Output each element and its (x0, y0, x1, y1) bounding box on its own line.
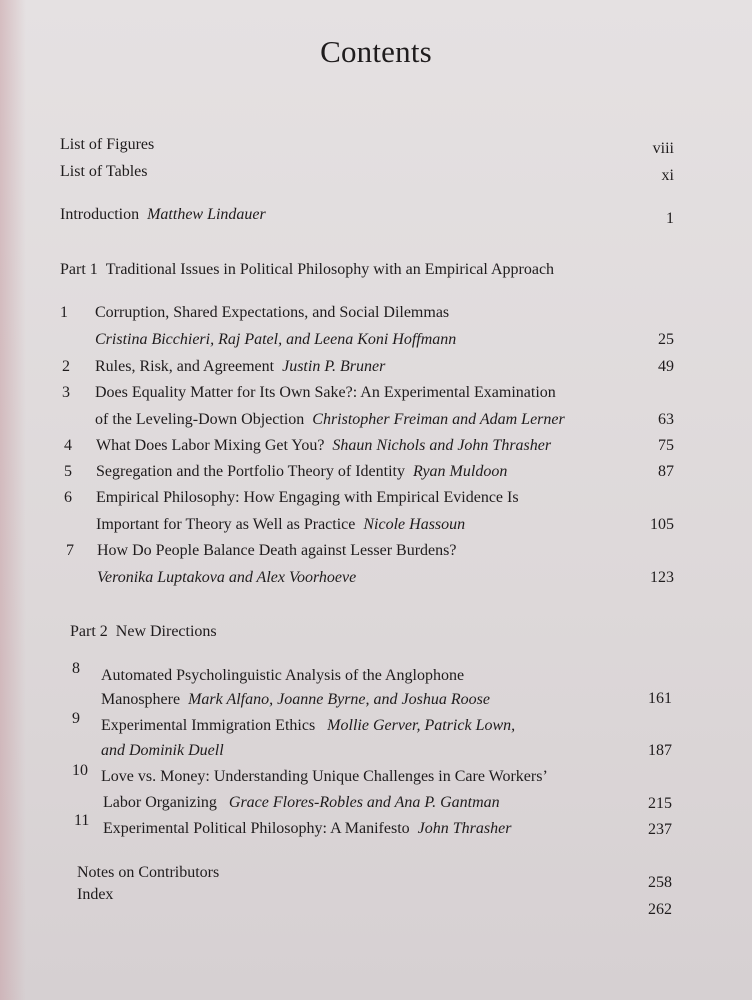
toc-entry-index[interactable] (77, 886, 113, 904)
chapter-number: 7 (66, 542, 74, 559)
chapter-entry (96, 516, 465, 534)
chapter-title-cont: Important for Theory as Well as Practice (96, 516, 356, 533)
chapter-number: 3 (62, 384, 70, 401)
chapter-entry[interactable] (103, 820, 511, 838)
chapter-author: Cristina Bicchieri, Raj Patel, and Leena Koni Hoffmann (95, 331, 457, 348)
part-heading-2 (70, 623, 217, 641)
chapter-author: Mollie Gerver, Patrick Lown, (327, 717, 516, 734)
chapter-number: 5 (64, 463, 72, 480)
entry-author: Matthew Lindauer (147, 206, 266, 223)
chapter-title[interactable]: How Do People Balance Death against Lesser Burdens? (97, 542, 457, 559)
chapter-number: 8 (72, 660, 80, 677)
part-label: Part 2 (70, 623, 108, 640)
part-heading-1 (60, 261, 554, 279)
chapter-entry (95, 411, 565, 429)
part-label: Part 1 (60, 261, 98, 278)
chapter-title[interactable]: Corruption, Shared Expectations, and Social Dilemmas (95, 304, 450, 321)
chapter-title: What Does Labor Mixing Get You? (96, 437, 325, 454)
chapter-number: 6 (64, 489, 72, 506)
entry-label: Notes on Contributors (77, 864, 220, 881)
page-number: 215 (648, 795, 672, 812)
page-number: 237 (648, 821, 672, 838)
chapter-author: Ryan Muldoon (412, 463, 508, 480)
chapter-author-cont: and Dominik Duell (101, 742, 224, 759)
page-edge-shadow (0, 0, 26, 1000)
page-number: 262 (648, 901, 672, 918)
page-number: 87 (658, 463, 674, 480)
page-number: xi (661, 167, 674, 184)
chapter-title[interactable]: Love vs. Money: Understanding Unique Challenges in Care Workers’ (101, 768, 548, 785)
page-number: 25 (658, 331, 674, 348)
chapter-title: Experimental Immigration Ethics (101, 717, 316, 734)
chapter-title[interactable]: Does Equality Matter for Its Own Sake?: An Experimental Examination (95, 384, 556, 401)
page-number: 75 (658, 437, 674, 454)
page-title: Contents (320, 34, 432, 69)
entry-label: Introduction (60, 206, 140, 223)
part-title: New Directions (115, 623, 217, 640)
chapter-entry[interactable] (96, 437, 551, 455)
chapter-title-cont: Labor Organizing (103, 794, 217, 811)
chapter-title: Segregation and the Portfolio Theory of Identity (96, 463, 405, 480)
page-number: 1 (666, 210, 674, 227)
chapter-number: 10 (72, 762, 88, 779)
chapter-author: Grace Flores-Robles and Ana P. Gantman (228, 794, 500, 811)
chapter-author: Veronika Luptakova and Alex Voorhoeve (97, 569, 357, 586)
chapter-entry[interactable] (101, 717, 515, 735)
entry-label: List of Tables (60, 163, 148, 180)
toc-entry-list-of-figures[interactable] (60, 136, 154, 154)
part-title: Traditional Issues in Political Philosophy with an Empirical Approach (105, 261, 555, 278)
chapter-entry (101, 691, 490, 709)
page-number: 49 (658, 358, 674, 375)
page-number: 161 (648, 690, 672, 707)
chapter-title: Rules, Risk, and Agreement (95, 358, 275, 375)
chapter-title-cont: Manosphere (101, 691, 181, 708)
chapter-author: Justin P. Bruner (282, 358, 386, 375)
chapter-title[interactable]: Automated Psycholinguistic Analysis of the Anglophone (101, 667, 465, 684)
chapter-title: Experimental Political Philosophy: A Manifesto (103, 820, 410, 837)
entry-label: Index (77, 886, 114, 903)
chapter-number: 4 (64, 437, 72, 454)
chapter-author: Nicole Hassoun (363, 516, 466, 533)
chapter-number: 2 (62, 358, 70, 375)
entry-label: List of Figures (60, 136, 155, 153)
chapter-author: Christopher Freiman and Adam Lerner (312, 411, 565, 428)
page-number: viii (652, 140, 674, 157)
page-number: 63 (658, 411, 674, 428)
page-number: 123 (650, 569, 674, 586)
chapter-author: John Thrasher (417, 820, 512, 837)
chapter-title[interactable]: Empirical Philosophy: How Engaging with Empirical Evidence Is (96, 489, 519, 506)
chapter-number: 9 (72, 710, 80, 727)
page-number: 258 (648, 874, 672, 891)
chapter-author: Shaun Nichols and John Thrasher (332, 437, 552, 454)
toc-entry-notes-on-contributors[interactable] (77, 864, 219, 882)
toc-entry-introduction[interactable] (60, 206, 266, 224)
page-number: 187 (648, 742, 672, 759)
chapter-entry (103, 794, 500, 812)
page-number: 105 (650, 516, 674, 533)
chapter-entry[interactable] (95, 358, 385, 376)
chapter-entry[interactable] (96, 463, 507, 481)
toc-entry-list-of-tables[interactable] (60, 163, 147, 181)
chapter-author: Mark Alfano, Joanne Byrne, and Joshua Roose (188, 691, 490, 708)
chapter-title-cont: of the Leveling-Down Objection (95, 411, 305, 428)
chapter-number: 1 (60, 304, 68, 321)
chapter-number: 11 (74, 812, 90, 829)
